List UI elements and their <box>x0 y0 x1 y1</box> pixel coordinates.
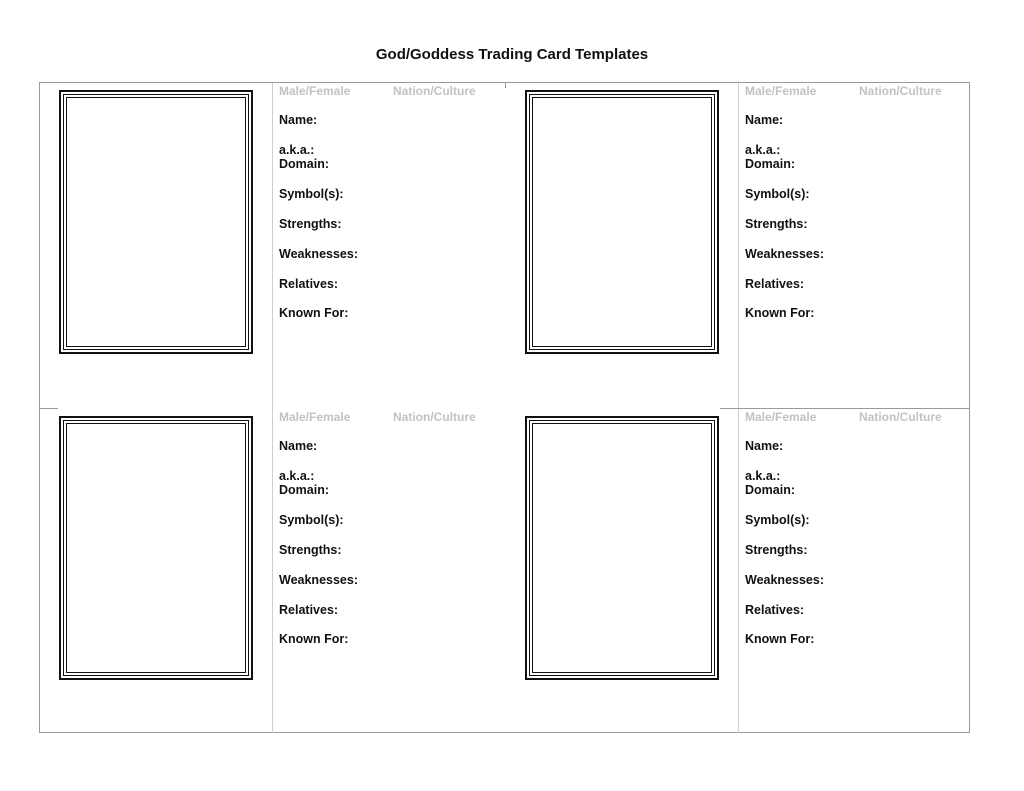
card-image-frame[interactable] <box>59 90 253 354</box>
strengths-field: Strengths: <box>279 217 342 231</box>
relatives-field: Relatives: <box>745 603 805 617</box>
domain-field: Domain: <box>745 157 795 171</box>
weaknesses-field: Weaknesses: <box>279 573 358 587</box>
card-divider-left <box>272 83 273 733</box>
card-fields <box>745 410 965 660</box>
strengths-field: Strengths: <box>279 543 342 557</box>
known-for-field: Known For: <box>745 306 815 320</box>
card-image-frame[interactable] <box>525 90 719 354</box>
row-divider-right <box>720 408 970 409</box>
relatives-field: Relatives: <box>745 277 805 291</box>
card-image-frame[interactable] <box>59 416 253 680</box>
strengths-field: Strengths: <box>745 217 808 231</box>
weaknesses-field: Weaknesses: <box>745 573 824 587</box>
name-field: Name: <box>745 439 784 453</box>
relatives-field: Relatives: <box>279 277 339 291</box>
gender-label: Male/Female <box>279 410 351 424</box>
domain-field: Domain: <box>279 483 329 497</box>
symbols-field: Symbol(s): <box>279 187 344 201</box>
card-fields <box>279 410 499 660</box>
known-for-field: Known For: <box>745 632 815 646</box>
known-for-field: Known For: <box>279 632 349 646</box>
known-for-field: Known For: <box>279 306 349 320</box>
cut-mark <box>505 82 506 88</box>
aka-field: a.k.a.: <box>279 143 315 157</box>
relatives-field: Relatives: <box>279 603 339 617</box>
symbols-field: Symbol(s): <box>745 513 810 527</box>
aka-field: a.k.a.: <box>745 143 781 157</box>
nation-label: Nation/Culture <box>859 84 942 98</box>
nation-label: Nation/Culture <box>393 84 476 98</box>
name-field: Name: <box>279 113 318 127</box>
strengths-field: Strengths: <box>745 543 808 557</box>
name-field: Name: <box>745 113 784 127</box>
symbols-field: Symbol(s): <box>279 513 344 527</box>
card-image-frame[interactable] <box>525 416 719 680</box>
row-divider-left <box>39 408 58 409</box>
gender-label: Male/Female <box>279 84 351 98</box>
domain-field: Domain: <box>745 483 795 497</box>
gender-label: Male/Female <box>745 410 817 424</box>
card-fields <box>279 84 499 334</box>
name-field: Name: <box>279 439 318 453</box>
symbols-field: Symbol(s): <box>745 187 810 201</box>
domain-field: Domain: <box>279 157 329 171</box>
aka-field: a.k.a.: <box>279 469 315 483</box>
nation-label: Nation/Culture <box>859 410 942 424</box>
gender-label: Male/Female <box>745 84 817 98</box>
nation-label: Nation/Culture <box>393 410 476 424</box>
weaknesses-field: Weaknesses: <box>745 247 824 261</box>
card-fields <box>745 84 965 334</box>
aka-field: a.k.a.: <box>745 469 781 483</box>
weaknesses-field: Weaknesses: <box>279 247 358 261</box>
page-title: God/Goddess Trading Card Templates <box>375 46 649 63</box>
